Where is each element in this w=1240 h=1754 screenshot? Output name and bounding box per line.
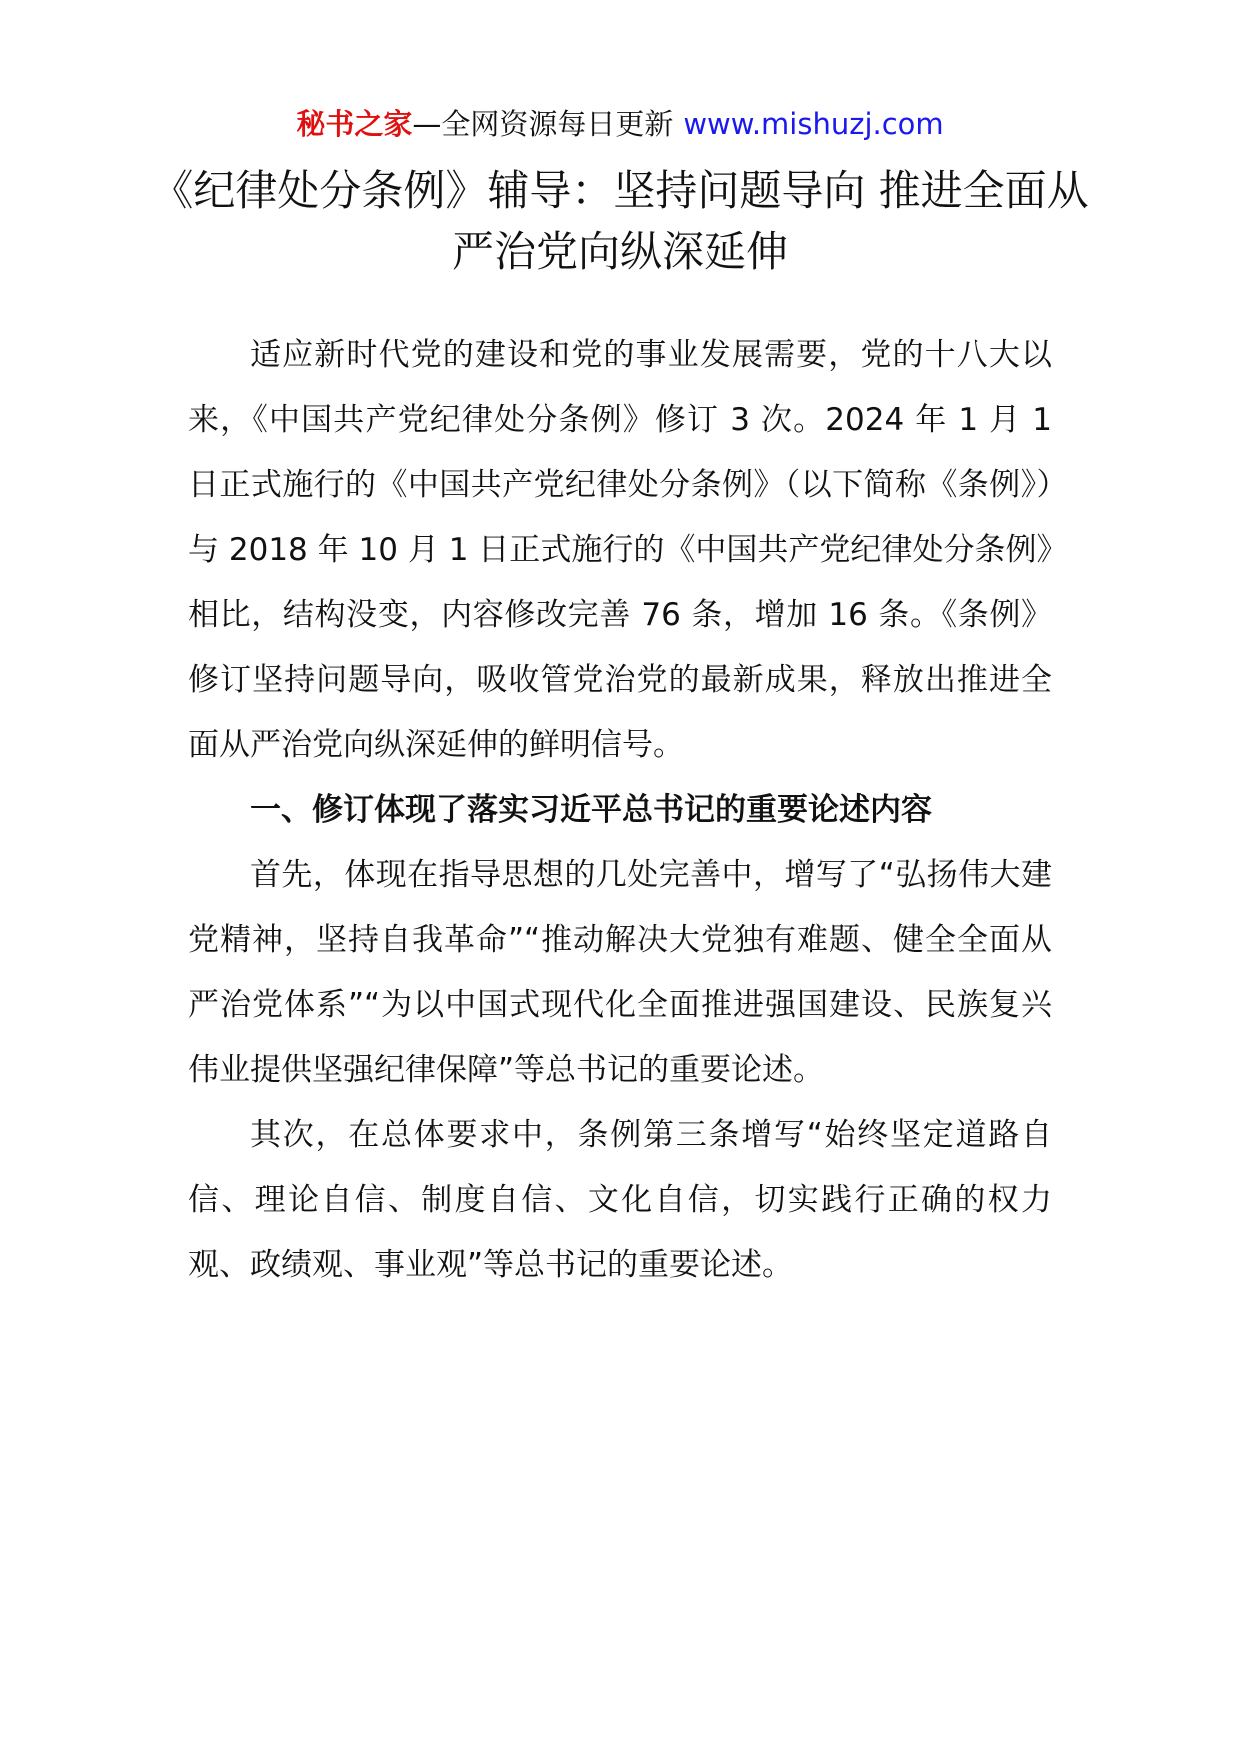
- header-tagline: —全网资源每日更新: [412, 107, 674, 141]
- document-title: 《纪律处分条例》辅导：坚持问题导向 推进全面从严治党向纵深延伸: [151, 166, 1089, 276]
- paragraph-intro: 适应新时代党的建设和党的事业发展需要，党的十八大以来，《中国共产党纪律处分条例》修订 3 次。2024 年 1 月 1 日正式施行的《中国共产党纪律处分条例》（以下简称《条例》）与 2018 年 10 月 1 日正式施行的《中国共产党纪律处分条例》相比，结构没变，内容修改完善 76 条，增加 16 条。《条例》修订坚持问题导向，吸收管党治党的最新成果，释放出推进全面从严治党向纵深延伸的鲜明信号。: [188, 337, 1052, 763]
- site-header: [0, 104, 1240, 144]
- brand-name: 秘书之家: [296, 107, 413, 141]
- document-body: [188, 323, 1052, 1298]
- section-heading: 一、修订体现了落实习近平总书记的重要论述内容: [250, 792, 932, 828]
- paragraph-second: 其次，在总体要求中，条例第三条增写“始终坚定道路自信、理论自信、制度自信、文化自信，切实践行正确的权力观、政绩观、事业观”等总书记的重要论述。: [188, 1117, 1052, 1283]
- site-url-link[interactable]: www.mishuzj.com: [683, 107, 944, 141]
- paragraph-first: 首先，体现在指导思想的几处完善中，增写了“弘扬伟大建党精神，坚持自我革命”“推动解决大党独有难题、健全全面从严治党体系”“为以中国式现代化全面推进强国建设、民族复兴伟业提供坚强纪律保障”等总书记的重要论述。: [188, 857, 1052, 1088]
